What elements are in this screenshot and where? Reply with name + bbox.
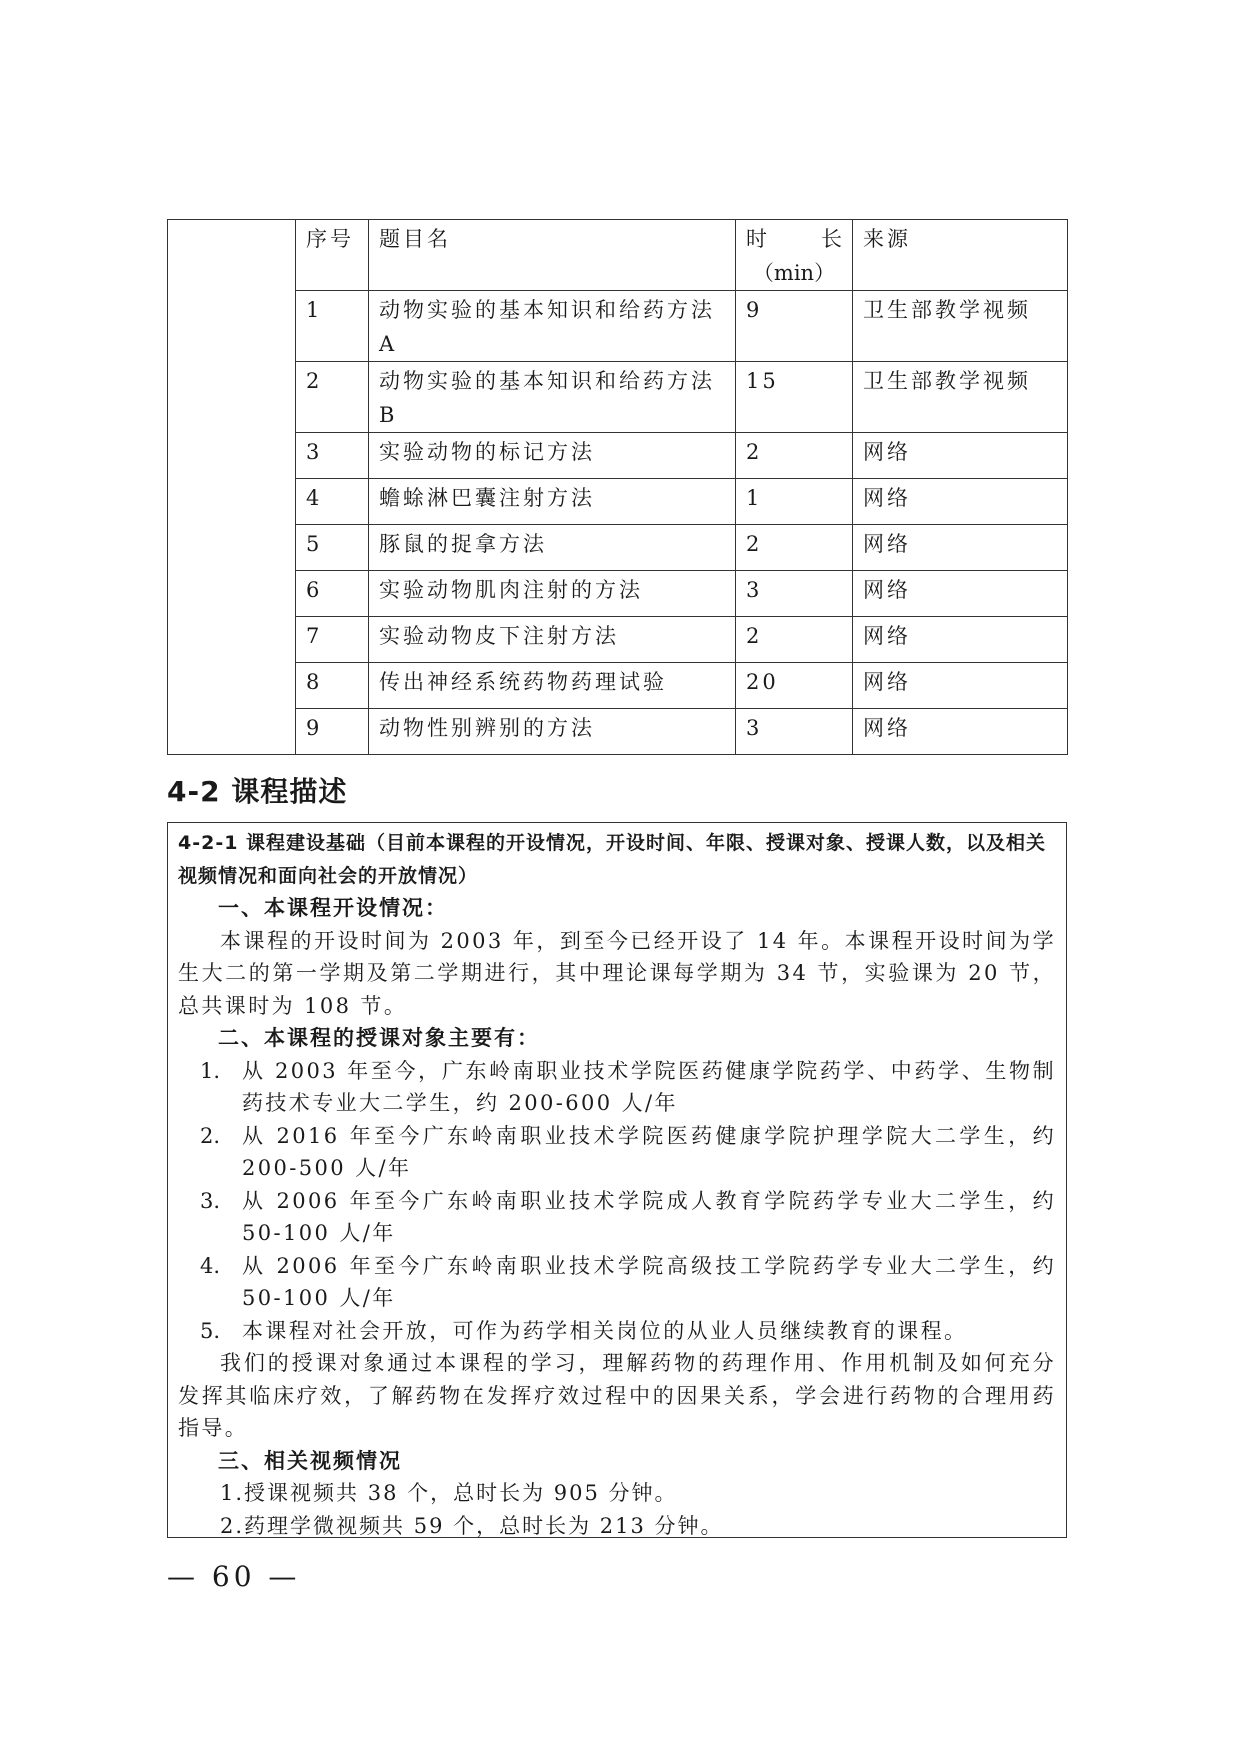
row-duration: 3 — [736, 571, 853, 617]
row-title: 实验动物皮下注射方法 — [369, 617, 736, 663]
row-duration: 3 — [736, 709, 853, 755]
course-description-box — [167, 822, 1067, 1538]
part3-title: 三、相关视频情况 — [218, 1448, 402, 1473]
list-item-text: 本课程对社会开放，可作为药学相关岗位的从业人员继续教育的课程。 — [242, 1318, 968, 1343]
table-row — [168, 525, 1068, 571]
row-index: 7 — [296, 617, 369, 663]
row-duration: 1 — [736, 479, 853, 525]
row-source: 网络 — [853, 525, 1068, 571]
list-item-text: 从 2006 年至今广东岭南职业技术学院成人教育学院药学专业大二学生，约 50-100 人/年 — [242, 1188, 1056, 1245]
blank-left-column — [168, 220, 296, 755]
row-index: 1 — [296, 291, 369, 362]
row-source: 卫生部教学视频 — [853, 362, 1068, 433]
row-source: 卫生部教学视频 — [853, 291, 1068, 362]
part1-text: 本课程的开设时间为 2003 年，到至今已经开设了 14 年。本课程开设时间为学生大二的第一学期及第二学期进行，其中理论课每学期为 34 节，实验课为 20 节，总共课时为 108 节。 — [178, 928, 1056, 1018]
row-index: 9 — [296, 709, 369, 755]
table-row — [168, 433, 1068, 479]
row-source: 网络 — [853, 571, 1068, 617]
header-index: 序号 — [296, 220, 369, 291]
table-row — [168, 362, 1068, 433]
header-duration — [736, 220, 853, 291]
page-number: — 60 — — [167, 1560, 301, 1593]
section-title: 4-2 课程描述 — [167, 775, 348, 808]
row-title: 实验动物的标记方法 — [369, 433, 736, 479]
audience-list — [178, 1055, 1056, 1348]
row-duration: 2 — [736, 433, 853, 479]
row-title: 动物性别辨别的方法 — [369, 709, 736, 755]
row-duration: 2 — [736, 525, 853, 571]
row-index: 2 — [296, 362, 369, 433]
list-item — [200, 1120, 1056, 1185]
list-item — [200, 1185, 1056, 1250]
table-row — [168, 291, 1068, 362]
table-row — [168, 663, 1068, 709]
list-item-text: 从 2016 年至今广东岭南职业技术学院医药健康学院护理学院大二学生，约 200-500 人/年 — [242, 1123, 1056, 1180]
list-item-number: 2. — [200, 1123, 221, 1148]
header-source: 来源 — [853, 220, 1068, 291]
list-item — [200, 1055, 1056, 1120]
row-title: 动物实验的基本知识和给药方法A — [369, 291, 736, 362]
row-index: 5 — [296, 525, 369, 571]
row-title: 豚鼠的捉拿方法 — [369, 525, 736, 571]
part1-title: 一、本课程开设情况： — [218, 896, 448, 920]
list-item — [200, 1315, 1056, 1348]
video-summary-line: 1.授课视频共 38 个，总时长为 905 分钟。 — [220, 1481, 678, 1505]
header-title: 题目名 — [369, 220, 736, 291]
description-heading: 4-2-1 课程建设基础（目前本课程的开设情况，开设时间、年限、授课对象、授课人数，以及相关视频情况和面向社会的开放情况） — [178, 832, 1047, 887]
list-item — [200, 1250, 1056, 1315]
row-duration: 20 — [736, 663, 853, 709]
row-title: 传出神经系统药物药理试验 — [369, 663, 736, 709]
list-item-text: 从 2003 年至今，广东岭南职业技术学院医药健康学院药学、中药学、生物制药技术专业大二学生，约 200-600 人/年 — [242, 1058, 1056, 1115]
row-duration: 15 — [736, 362, 853, 433]
list-item-number: 1. — [200, 1058, 221, 1083]
row-source: 网络 — [853, 709, 1068, 755]
list-item-number: 5. — [200, 1318, 221, 1343]
table-row — [168, 571, 1068, 617]
part2-title: 二、本课程的授课对象主要有： — [218, 1026, 540, 1050]
part2-text: 我们的授课对象通过本课程的学习，理解药物的药理作用、作用机制及如何充分发挥其临床疗效，了解药物在发挥疗效过程中的因果关系，学会进行药物的合理用药指导。 — [178, 1351, 1056, 1440]
row-title: 动物实验的基本知识和给药方法B — [369, 362, 736, 433]
row-title: 蟾蜍淋巴囊注射方法 — [369, 479, 736, 525]
row-source: 网络 — [853, 617, 1068, 663]
row-index: 8 — [296, 663, 369, 709]
video-table — [167, 219, 1068, 755]
row-source: 网络 — [853, 663, 1068, 709]
row-title: 实验动物肌肉注射的方法 — [369, 571, 736, 617]
row-duration: 9 — [736, 291, 853, 362]
header-duration-unit: （min） — [752, 261, 836, 285]
row-index: 4 — [296, 479, 369, 525]
header-duration-right: 长 — [821, 227, 842, 251]
row-source: 网络 — [853, 479, 1068, 525]
table-row — [168, 709, 1068, 755]
row-source: 网络 — [853, 433, 1068, 479]
table-header-row — [168, 220, 1068, 291]
list-item-number: 4. — [200, 1253, 221, 1278]
list-item-text: 从 2006 年至今广东岭南职业技术学院高级技工学院药学专业大二学生，约 50-100 人/年 — [242, 1253, 1056, 1310]
header-duration-left: 时 — [746, 227, 767, 251]
row-index: 3 — [296, 433, 369, 479]
video-summary-line: 2.药理学微视频共 59 个，总时长为 213 分钟。 — [220, 1513, 724, 1538]
row-duration: 2 — [736, 617, 853, 663]
table-row — [168, 479, 1068, 525]
row-index: 6 — [296, 571, 369, 617]
list-item-number: 3. — [200, 1188, 221, 1213]
table-row — [168, 617, 1068, 663]
